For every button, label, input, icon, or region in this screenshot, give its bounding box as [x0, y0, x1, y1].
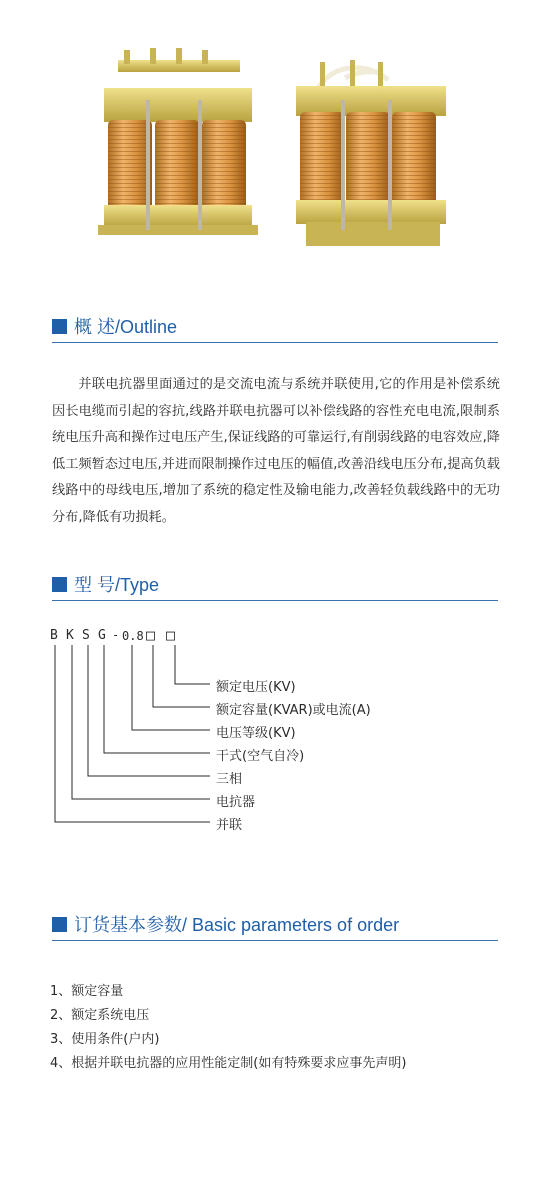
code-label-three-phase: 三相 — [216, 772, 243, 787]
outline-paragraph — [52, 372, 500, 531]
code-letter-k: K — [66, 628, 74, 643]
reactor-photo-right — [296, 60, 446, 246]
code-label-reactor: 电抗器 — [216, 795, 256, 810]
section-header-order — [52, 910, 498, 941]
code-letter-g: G — [98, 628, 106, 643]
model-code-diagram — [50, 620, 450, 850]
code-label-parallel: 并联 — [216, 818, 243, 833]
code-letter-b: B — [50, 628, 58, 643]
reactor-photo-left — [98, 48, 258, 235]
section-marker — [52, 577, 67, 592]
section-marker — [52, 917, 67, 932]
section-title-type: 型 号/Type — [74, 575, 160, 595]
code-label-voltage-class: 电压等级(KV) — [216, 726, 296, 741]
list-item: 4、根据并联电抗器的应用性能定制(如有特殊要求应事先声明) — [50, 1056, 407, 1071]
list-item: 3、使用条件(户内) — [50, 1032, 160, 1047]
order-parameter-list — [50, 980, 520, 1076]
list-item: 2、额定系统电压 — [50, 1008, 150, 1023]
list-item: 1、额定容量 — [50, 984, 124, 999]
code-box-1: □ — [146, 626, 156, 644]
section-title-order: 订货基本参数/ Basic parameters of order — [74, 915, 400, 935]
product-photos — [0, 0, 550, 290]
code-voltage: 0.8 — [122, 629, 144, 643]
code-label-rated-voltage: 额定电压(KV) — [216, 680, 296, 695]
section-header-outline — [52, 312, 498, 343]
code-label-dry-type: 干式(空气自冷) — [216, 749, 305, 764]
outline-text: 并联电抗器里面通过的是交流电流与系统并联使用,它的作用是补偿系统因长电缆而引起的容抗,线路并联电抗器可以补偿线路的容性充电电流,限制系统电压升高和操作过电压产生,保证线路的可靠运行,有削弱线路的电容效应,降低工频暂态过电压,并进而限制操作过电压的幅值,改善沿线电压分布,提高负载线路中的母线电压,增加了系统的稳定性及输电能力,改善轻负载线路中的无功分布,降低有功损耗。 — [52, 377, 500, 525]
section-marker — [52, 319, 67, 334]
code-dash: - — [112, 628, 120, 642]
code-letter-s: S — [82, 628, 90, 643]
code-box-2: □ — [166, 626, 176, 644]
code-label-rated-capacity: 额定容量(KVAR)或电流(A) — [216, 703, 371, 718]
section-header-type — [52, 570, 498, 601]
section-title-outline: 概 述/Outline — [74, 317, 178, 337]
